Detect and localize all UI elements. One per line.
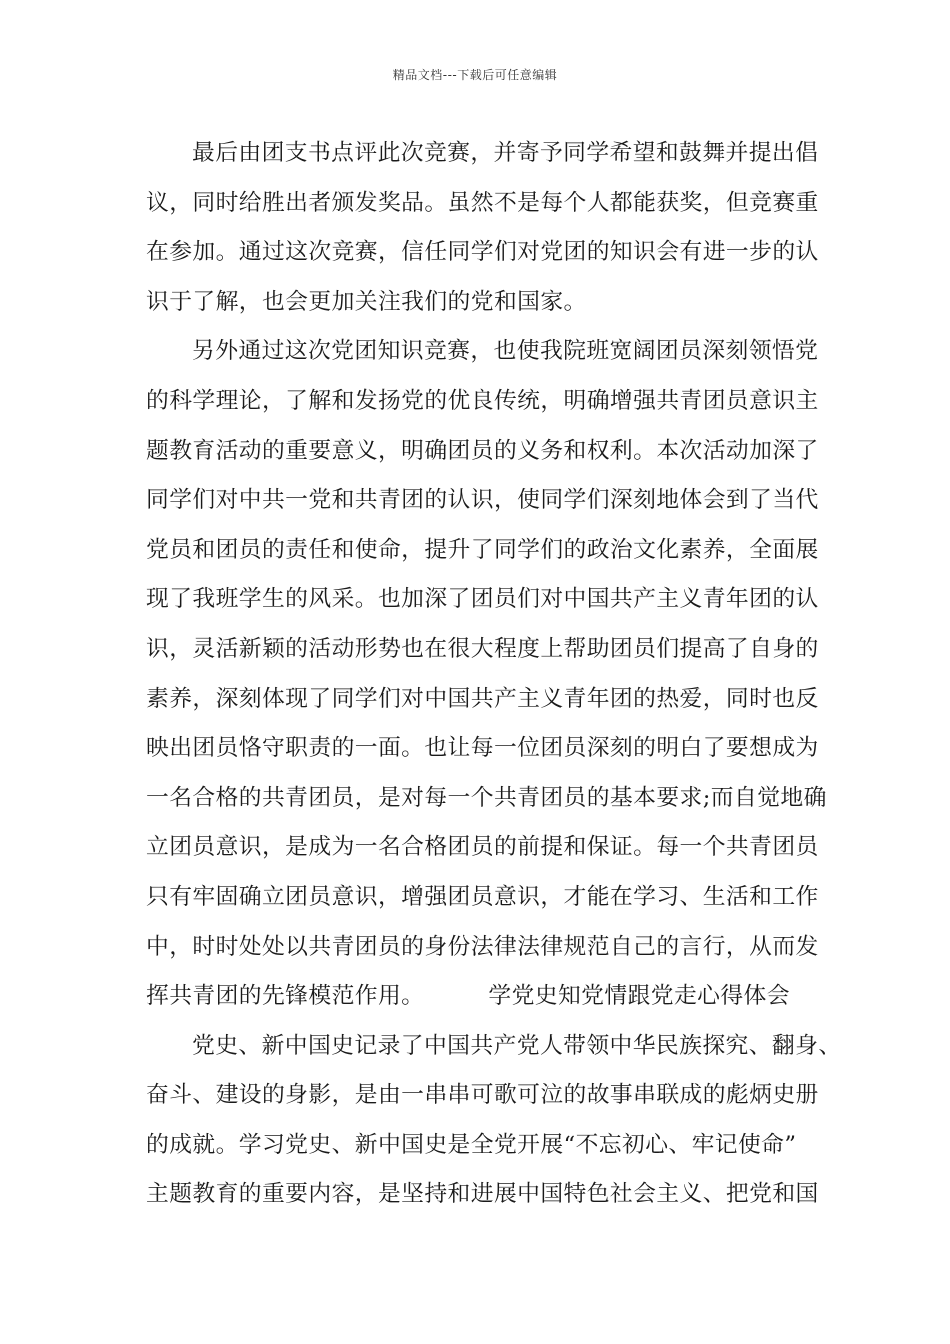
paragraph-line: 立团员意识，是成为一名合格团员的前提和保证。每一个共青团员 [146,834,819,861]
paragraph-line: 素养，深刻体现了同学们对中国共产主义青年团的热爱，同时也反 [146,685,819,712]
page-header: 精品文档---下载后可任意编辑 [392,68,558,82]
paragraph-line-with-title [146,976,810,1026]
paragraph-line: 现了我班学生的风采。也加深了团员们对中国共产主义青年团的认 [146,586,819,613]
paragraph-line: 的科学理论，了解和发扬党的优良传统，明确增强共青团员意识主 [146,387,819,414]
paragraph-line: 议，同时给胜出者颁发奖品。虽然不是每个人都能获奖，但竞赛重 [146,189,819,216]
paragraph-line: 的成就。学习党史、新中国史是全党开展“不忘初心、牢记使命” [146,1131,797,1158]
paragraph-line: 奋斗、建设的身影，是由一串串可歌可泣的故事串联成的彪炳史册 [146,1082,819,1109]
paragraph-line: 党员和团员的责任和使命，提升了同学们的政治文化素养，全面展 [146,536,819,563]
document-body [146,133,842,1224]
paragraph-line: 同学们对中共一党和共青团的认识，使同学们深刻地体会到了当代 [146,487,819,514]
paragraph-line: 另外通过这次党团知识竞赛，也使我院班宽阔团员深刻领悟党 [192,338,819,365]
paragraph-line: 中，时时处处以共青团员的身份法律法律规范自己的言行，从而发 [146,933,819,960]
paragraph-line: 题教育活动的重要意义，明确团员的义务和权利。本次活动加深了 [146,437,819,464]
paragraph-line: 挥共青团的先锋模范作用。 [146,983,425,1010]
paragraph-line: 主题教育的重要内容，是坚持和进展中国特色社会主义、把党和国 [146,1181,819,1208]
paragraph-line: 党史、新中国史记录了中国共产党人带领中华民族探究、翻身、 [192,1032,842,1059]
paragraph-line: 只有牢固确立团员意识，增强团员意识，才能在学习、生活和工作 [146,883,819,910]
paragraph-line: 最后由团支书点评此次竞赛，并寄予同学希望和鼓舞并提出倡 [192,140,819,166]
paragraph-line: 识，灵活新颖的活动形势也在很大程度上帮助团员们提高了自身的 [146,635,819,662]
paragraph-line: 在参加。通过这次竞赛，信任同学们对党团的知识会有进一步的认 [146,239,819,266]
paragraph-line: 识于了解，也会更加关注我们的党和国家。 [146,288,587,315]
paragraph-line: 一名合格的共青团员，是对每一个共青团员的基本要求;而自觉地确 [146,784,827,811]
section-title: 学党史知党情跟党走心得体会 [488,983,790,1010]
paragraph-line: 映出团员恪守职责的一面。也让每一位团员深刻的明白了要想成为 [146,735,819,762]
